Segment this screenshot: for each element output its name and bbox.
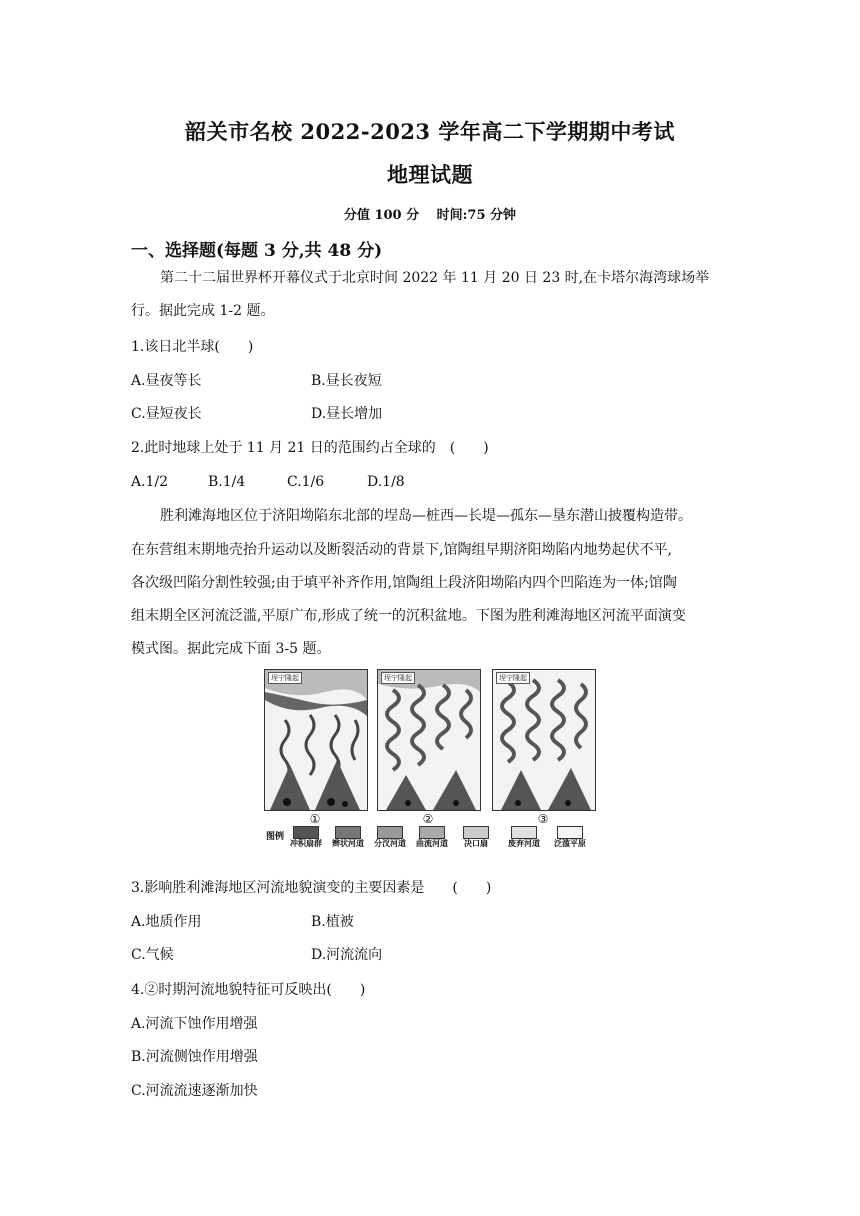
figure-panel-1 — [264, 669, 368, 811]
crevasse-splay-swatch — [463, 826, 489, 839]
floodplain-swatch — [557, 826, 583, 839]
q3-option-b: B.植被 — [311, 914, 354, 930]
river-pattern-3 — [493, 670, 595, 810]
passage2-line3: 各次级凹陷分割性较强;由于填平补齐作用,馆陶组上段济阳坳陷内四个凹陷连为一体;馆陶 — [131, 575, 677, 591]
q3-option-c: C.气候 — [131, 947, 174, 963]
q1-option-c: C.昼短夜长 — [131, 406, 202, 422]
q4-stem: 4.②时期河流地貌特征可反映出( ) — [131, 982, 366, 998]
exam-meta: 分值 100 分 时间:75 分钟 — [343, 208, 517, 223]
legend-item-floodplain: 泛滥平原 — [552, 826, 588, 849]
passage1-line2: 行。据此完成 1-2 题。 — [131, 303, 275, 319]
q3-option-a: A.地质作用 — [131, 914, 202, 930]
q4-option-a: A.河流下蚀作用增强 — [131, 1016, 258, 1032]
q4-option-b: B.河流侧蚀作用增强 — [131, 1049, 258, 1065]
passage2-line4: 组末期全区河流泛滥,平原广布,形成了统一的沉积盆地。下图为胜利滩海地区河流平面演变 — [131, 608, 686, 624]
legend-item-crevasse-splay: 决口扇 — [458, 826, 494, 849]
legend-item-anastomosing-channel: 分汊河道 — [372, 826, 408, 849]
q1-stem: 1.该日北半球( ) — [131, 339, 254, 355]
q2-option-a: A.1/2 — [131, 474, 169, 490]
q1-option-b: B.昼长夜短 — [311, 373, 382, 389]
passage2-line1: 胜利滩海地区位于济阳坳陷东北部的埕岛—桩西—长堤—孤东—垦东潜山披覆构造带。 — [160, 508, 692, 524]
panel-label-1: 埕宁隆起 — [268, 672, 302, 684]
q2-stem: 2.此时地球上处于 11 月 21 日的范围约占全球的 ( ) — [131, 440, 489, 456]
alluvial-fan-swatch — [293, 826, 319, 839]
passage2-line5: 模式图。据此完成下面 3-5 题。 — [131, 641, 331, 657]
legend-item-meandering-channel: 曲流河道 — [414, 826, 450, 849]
legend-title: 图例 — [266, 832, 285, 842]
legend-item-braided-channel: 辫状河道 — [330, 826, 366, 849]
page-title: 韶关市名校 2022-2023 学年高二下学期期中考试 — [185, 119, 675, 144]
river-pattern-2 — [378, 670, 480, 810]
legend-item-abandoned-channel: 废弃河道 — [506, 826, 542, 849]
q3-option-d: D.河流流向 — [311, 947, 383, 963]
panel-number-1: ① — [309, 812, 321, 826]
panel-number-2: ② — [422, 812, 434, 826]
panel-label-3: 埕宁隆起 — [496, 672, 530, 684]
figure-panel-2 — [377, 669, 481, 811]
legend-item-alluvial-fan: 冲积扇群 — [288, 826, 324, 849]
passage2-line2: 在东营组末期地壳抬升运动以及断裂活动的背景下,馆陶组早期济阳坳陷内地势起伏不平, — [131, 542, 672, 558]
q3-stem: 3.影响胜利滩海地区河流地貌演变的主要因素是 ( ) — [131, 880, 492, 896]
meandering-channel-swatch — [419, 826, 445, 839]
passage1-line1: 第二十二届世界杯开幕仪式于北京时间 2022 年 11 月 20 日 23 时,在卡塔尔海湾球场举 — [160, 270, 710, 286]
panel-number-3: ③ — [537, 812, 549, 826]
river-evolution-figure — [264, 669, 596, 869]
q2-option-d: D.1/8 — [367, 474, 405, 490]
q4-option-c: C.河流流速逐渐加快 — [131, 1083, 258, 1099]
section-title: 一、选择题(每题 3 分,共 48 分) — [131, 241, 383, 261]
figure-panel-3 — [492, 669, 596, 811]
q1-option-d: D.昼长增加 — [311, 406, 383, 422]
q2-option-b: B.1/4 — [208, 474, 246, 490]
anastomosing-channel-swatch — [377, 826, 403, 839]
q1-option-a: A.昼夜等长 — [131, 373, 202, 389]
q2-option-c: C.1/6 — [287, 474, 325, 490]
panel-label-2: 埕宁隆起 — [381, 672, 415, 684]
river-pattern-1 — [265, 670, 367, 810]
abandoned-channel-swatch — [511, 826, 537, 839]
braided-channel-swatch — [335, 826, 361, 839]
page-subtitle: 地理试题 — [387, 162, 473, 187]
